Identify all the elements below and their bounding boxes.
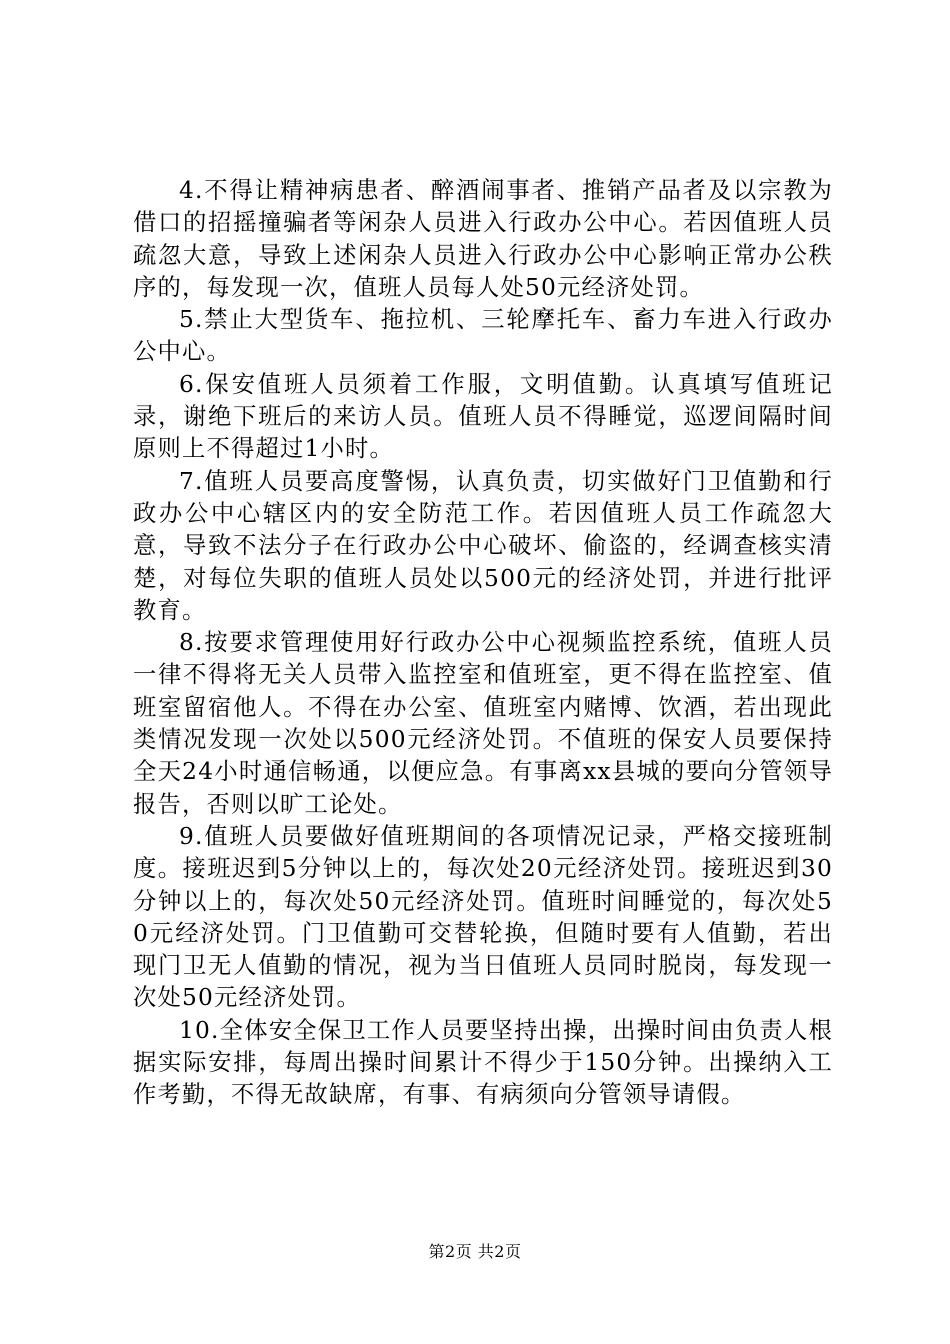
page-number-footer: 第2页 共2页 [428,1242,522,1261]
paragraph-item-8: 8.按要求管理使用好行政办公中心视频监控系统，值班人员一律不得将无关人员带入监控室和值班室，更不得在监控室、值班室留宿他人。不得在办公室、值班室内赌博、饮酒，若出现此类情况发现一次处以500元经济处罚。不值班的保安人员要保持全天24小时通信畅通，以便应急。有事离xx县城的要向分管领导报告，否则以旷工论处。 [133,629,833,818]
paragraph-item-6: 6.保安值班人员须着工作服，文明值勤。认真填写值班记录，谢绝下班后的来访人员。值班人员不得睡觉，巡逻间隔时间原则上不得超过1小时。 [133,370,833,463]
paragraph-item-4: 4.不得让精神病患者、醉酒闹事者、推销产品者及以宗教为借口的招摇撞骗者等闲杂人员进入行政办公中心。若因值班人员疏忽大意，导致上述闲杂人员进入行政办公中心影响正常办公秩序的，每发现一次，值班人员每人处50元经济处罚。 [133,177,833,301]
paragraph-item-7: 7.值班人员要高度警惕，认真负责，切实做好门卫值勤和行政办公中心辖区内的安全防范工作。若因值班人员工作疏忽大意，导致不法分子在行政办公中心破坏、偷盗的，经调查核实清楚，对每位失职的值班人员处以500元的经济处罚，并进行批评教育。 [133,467,833,624]
paragraph-item-9: 9.值班人员要做好值班期间的各项情况记录，严格交接班制度。接班迟到5分钟以上的，每次处20元经济处罚。接班迟到30分钟以上的，每次处50元经济处罚。值班时间睡觉的，每次处50元经济处罚。门卫值勤可交替轮换，但随时要有人值勤，若出现门卫无人值勤的情况，视为当日值班人员同时脱岗，每发现一次处50元经济处罚。 [133,822,833,1012]
document-body [133,175,833,1112]
paragraph-item-5: 5.禁止大型货车、拖拉机、三轮摩托车、畜力车进入行政办公中心。 [133,306,833,366]
paragraph-item-10: 10.全体安全保卫工作人员要坚持出操，出操时间由负责人根据实际安排，每周出操时间累计不得少于150分钟。出操纳入工作考勤，不得无故缺席，有事、有病须向分管领导请假。 [133,1016,833,1109]
